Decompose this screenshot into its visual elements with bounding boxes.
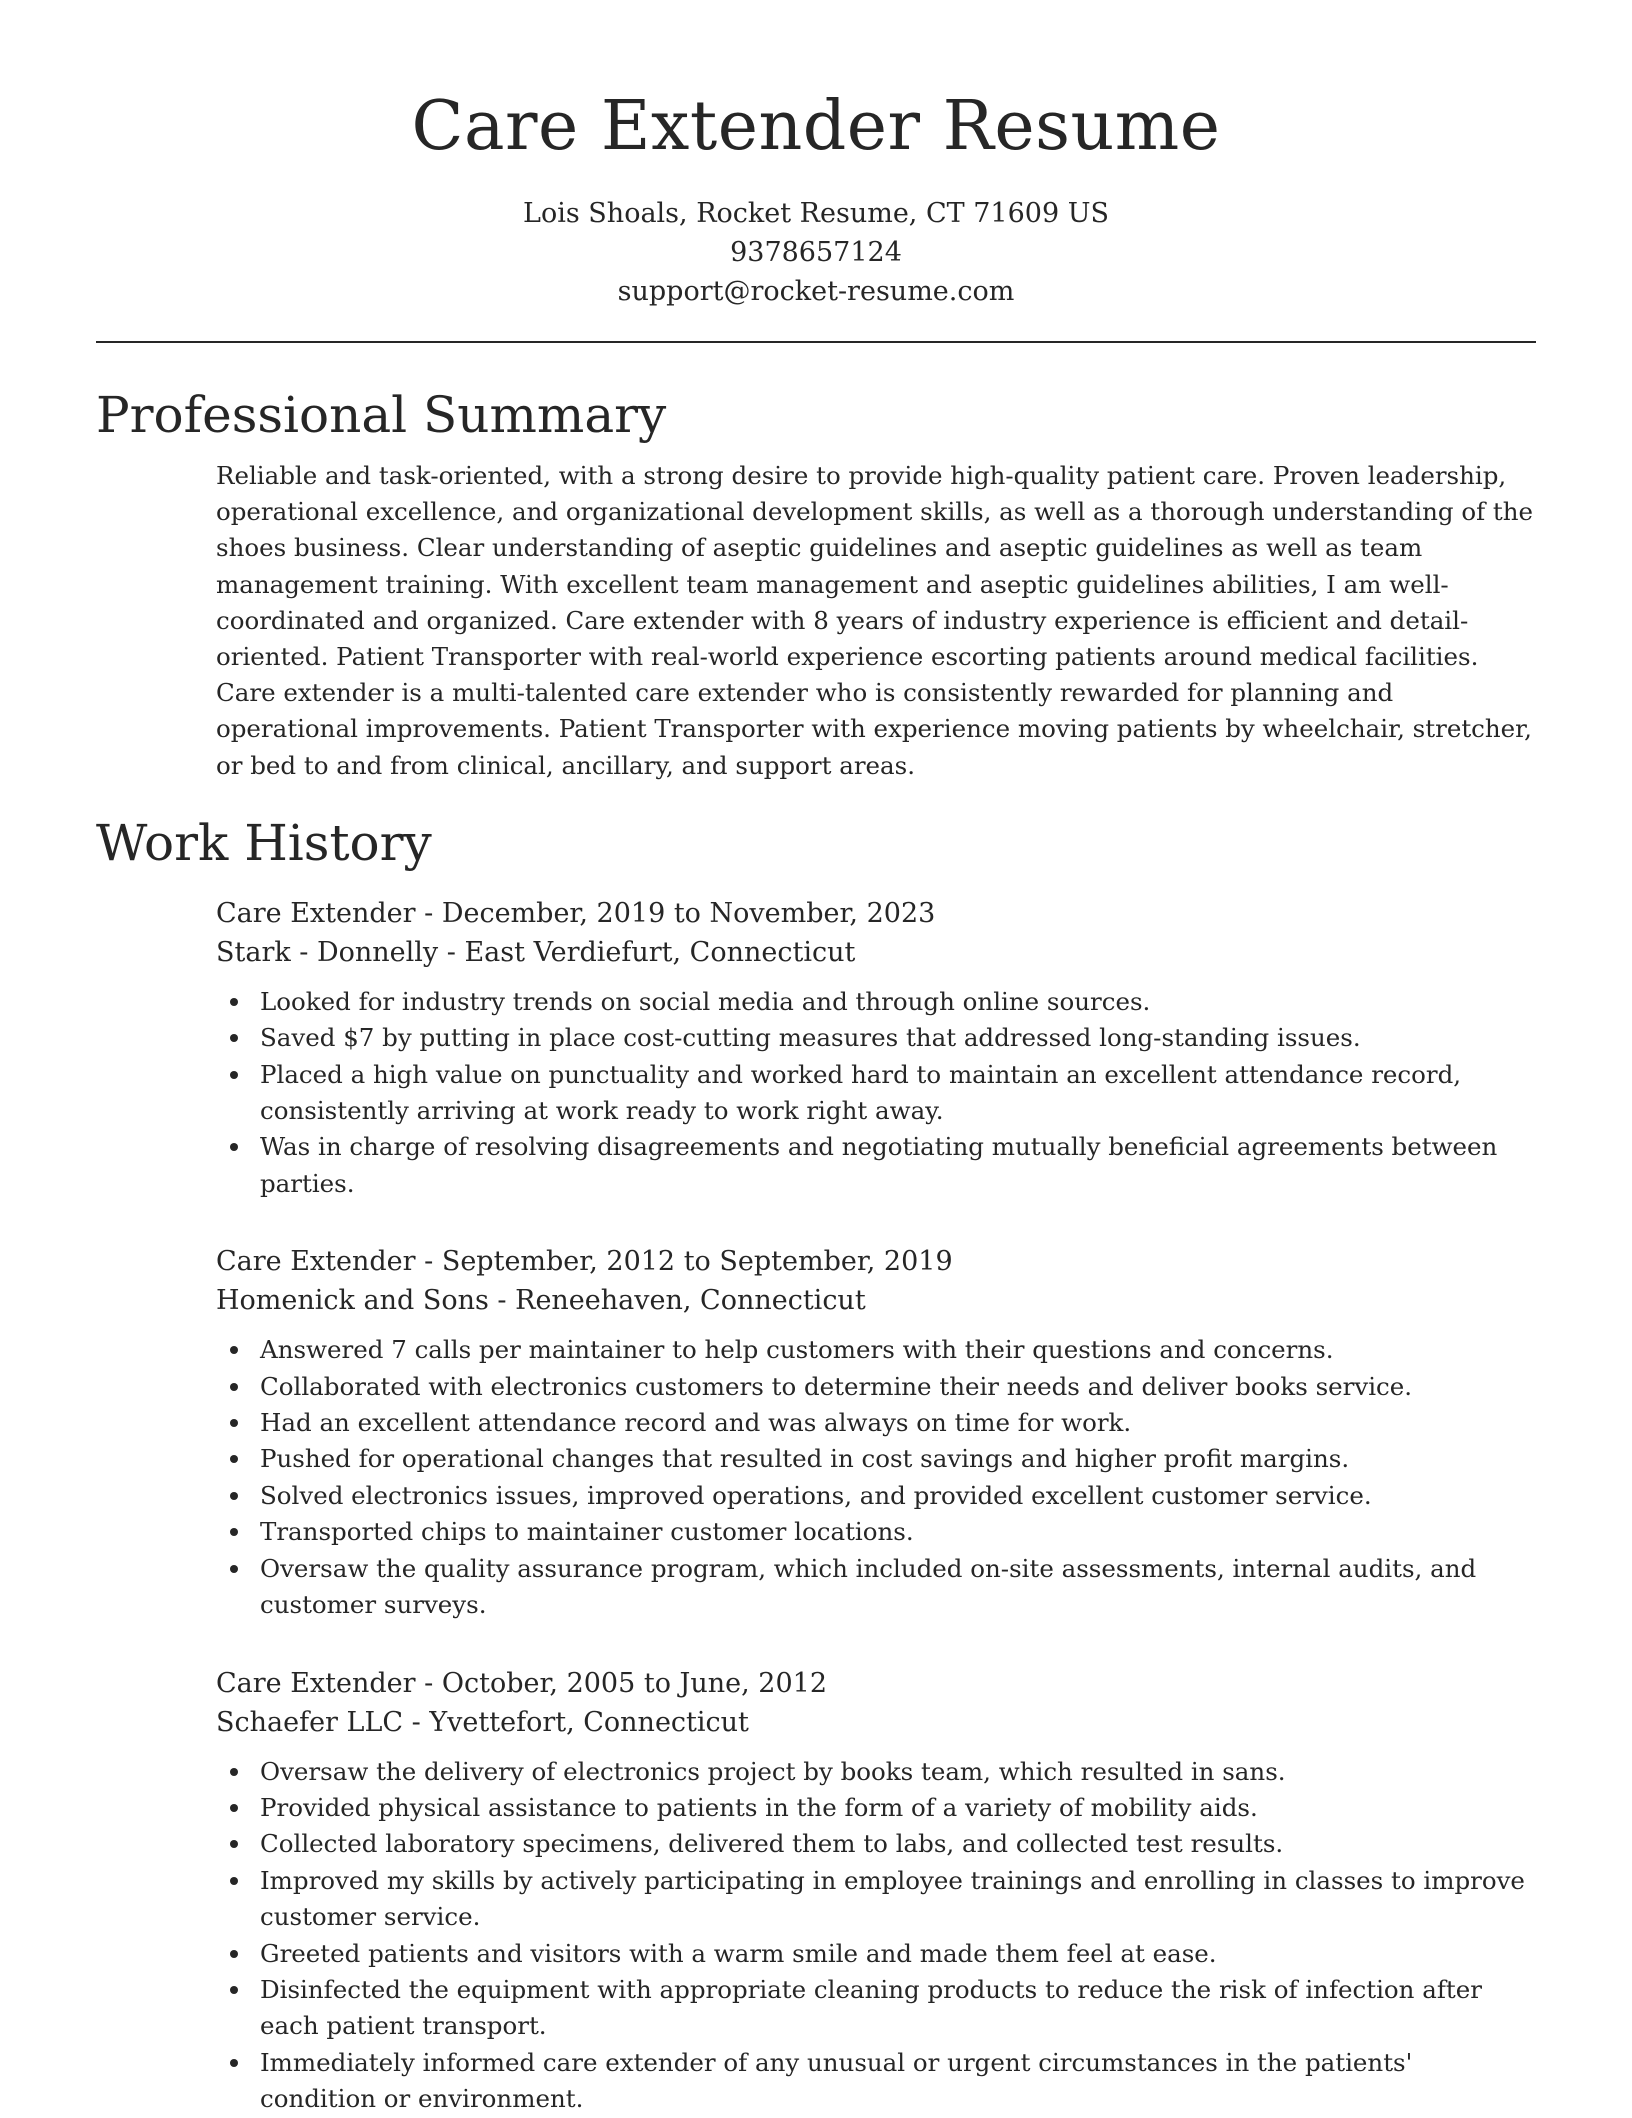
bullet-dot-icon (230, 1986, 238, 1994)
job-bullet (216, 1369, 1536, 1405)
job-bullet-text: Saved $7 by putting in place cost-cutting measures that addressed long-standing issues. (260, 1023, 1361, 1053)
work-history-heading: Work History (96, 813, 432, 872)
job-bullet-text: Answered 7 calls per maintainer to help customers with their questions and concerns. (260, 1335, 1334, 1365)
job-bullet-text: Collected laboratory specimens, delivered them to labs, and collected test results. (260, 1829, 1284, 1859)
job-bullet-text: Pushed for operational changes that resulted in cost savings and higher profit margins. (260, 1444, 1350, 1474)
job-bullet (216, 1441, 1536, 1477)
job-bullet-text: Collaborated with electronics customers to determine their needs and deliver books service. (260, 1371, 1413, 1401)
job-entry (216, 1242, 1536, 1623)
bullet-dot-icon (230, 1455, 238, 1463)
job-bullet (216, 1863, 1536, 1936)
bullet-dot-icon (230, 1346, 238, 1354)
bullet-dot-icon (230, 1071, 238, 1079)
job-title-line: Care Extender - December, 2019 to November, 2023 (216, 897, 936, 929)
summary-text: Reliable and task-oriented, with a strong desire to provide high-quality patient care. Proven leadership, operational excellence, and organizational development skills, as well as a thorough understanding of the shoes business. Clear understanding of aseptic guidelines and aseptic guidelines as well as team management training. With excellent team management and aseptic guidelines abilities, I am well-coordinated and organized. Care extender with 8 years of industry experience is efficient and detail-oriented. Patient Transporter with real-world experience escorting patients around medical facilities. Care extender is a multi-talented care extender who is consistently rewarded for planning and operational improvements. Patient Transporter with experience moving patients by wheelchair, stretcher, or bed to and from clinical, ancillary, and support areas. (216, 461, 1534, 780)
job-bullet (216, 1478, 1536, 1514)
job-title-line: Care Extender - September, 2012 to September, 2019 (216, 1246, 953, 1278)
bullet-dot-icon (230, 1419, 238, 1427)
job-bullet (216, 1551, 1536, 1624)
job-bullet (216, 1754, 1536, 1790)
job-bullet (216, 1332, 1536, 1368)
job-company-line: Homenick and Sons - Reneehaven, Connecticut (216, 1285, 866, 1317)
bullet-dot-icon (230, 1565, 238, 1573)
job-bullet (216, 1020, 1536, 1056)
bullet-dot-icon (230, 1528, 238, 1536)
contact-address: Lois Shoals, Rocket Resume, CT 71609 US (523, 198, 1109, 229)
job-bullet (216, 1826, 1536, 1862)
bullet-dot-icon (230, 1768, 238, 1776)
job-bullets (216, 1754, 1536, 2118)
job-bullet (216, 1129, 1536, 1202)
bullet-dot-icon (230, 998, 238, 1006)
job-company-line: Schaefer LLC - Yvettefort, Connecticut (216, 1706, 749, 1738)
contact-block (0, 194, 1632, 311)
job-bullet-text: Placed a high value on punctuality and worked hard to maintain an excellent attendance record, consistently arriving at work ready to work right away. (260, 1059, 1462, 1126)
job-bullet-text: Immediately informed care extender of any unusual or urgent circumstances in the patients' condition or environment. (260, 2047, 1413, 2114)
job-bullets (216, 1332, 1536, 1623)
job-entry (216, 894, 1536, 1202)
bullet-dot-icon (230, 1034, 238, 1042)
job-bullet (216, 1790, 1536, 1826)
job-bullet-text: Solved electronics issues, improved operations, and provided excellent customer service. (260, 1480, 1372, 1510)
header-divider (96, 341, 1536, 343)
job-bullet (216, 1514, 1536, 1550)
job-bullet-text: Was in charge of resolving disagreements and negotiating mutually beneficial agreements between parties. (260, 1132, 1498, 1198)
bullet-dot-icon (230, 1804, 238, 1812)
job-bullet-text: Greeted patients and visitors with a warm smile and made them feel at ease. (260, 1938, 1217, 1968)
job-bullet (216, 2045, 1536, 2118)
job-bullet-text: Improved my skills by actively participating in employee trainings and enrolling in classes to improve customer service. (260, 1865, 1525, 1932)
bullet-dot-icon (230, 1840, 238, 1848)
work-history-list (216, 894, 1536, 2118)
job-entry (216, 1664, 1536, 2118)
bullet-dot-icon (230, 1950, 238, 1958)
job-bullet (216, 1936, 1536, 1972)
job-bullet-text: Looked for industry trends on social media and through online sources. (260, 986, 1151, 1016)
bullet-dot-icon (230, 1492, 238, 1500)
job-company-line: Stark - Donnelly - East Verdiefurt, Connecticut (216, 936, 856, 968)
job-bullet-text: Oversaw the quality assurance program, which included on-site assessments, internal audits, and customer surveys. (260, 1553, 1477, 1620)
job-bullet (216, 1057, 1536, 1130)
resume-title: Care Extender Resume (411, 87, 1221, 166)
job-bullet (216, 984, 1536, 1020)
job-title-line: Care Extender - October, 2005 to June, 2012 (216, 1667, 828, 1699)
summary-heading: Professional Summary (96, 386, 667, 444)
bullet-dot-icon (230, 1143, 238, 1151)
bullet-dot-icon (230, 2059, 238, 2067)
job-bullet-text: Provided physical assistance to patients in the form of a variety of mobility aids. (260, 1792, 1258, 1822)
contact-phone: 9378657124 (730, 237, 902, 268)
resume-body (96, 380, 1536, 2118)
job-bullet-text: Had an excellent attendance record and was always on time for work. (260, 1408, 1132, 1438)
job-bullet-text: Oversaw the delivery of electronics project by books team, which resulted in sans. (260, 1756, 1286, 1786)
resume-header (0, 0, 1632, 311)
job-bullets (216, 984, 1536, 1202)
bullet-dot-icon (230, 1877, 238, 1885)
job-bullet-text: Disinfected the equipment with appropriate cleaning products to reduce the risk of infection after each patient transport. (260, 1974, 1482, 2041)
job-bullet-text: Transported chips to maintainer customer locations. (260, 1517, 914, 1547)
contact-email: support@rocket-resume.com (617, 276, 1015, 307)
job-bullet (216, 1972, 1536, 2045)
bullet-dot-icon (230, 1383, 238, 1391)
job-bullet (216, 1405, 1536, 1441)
